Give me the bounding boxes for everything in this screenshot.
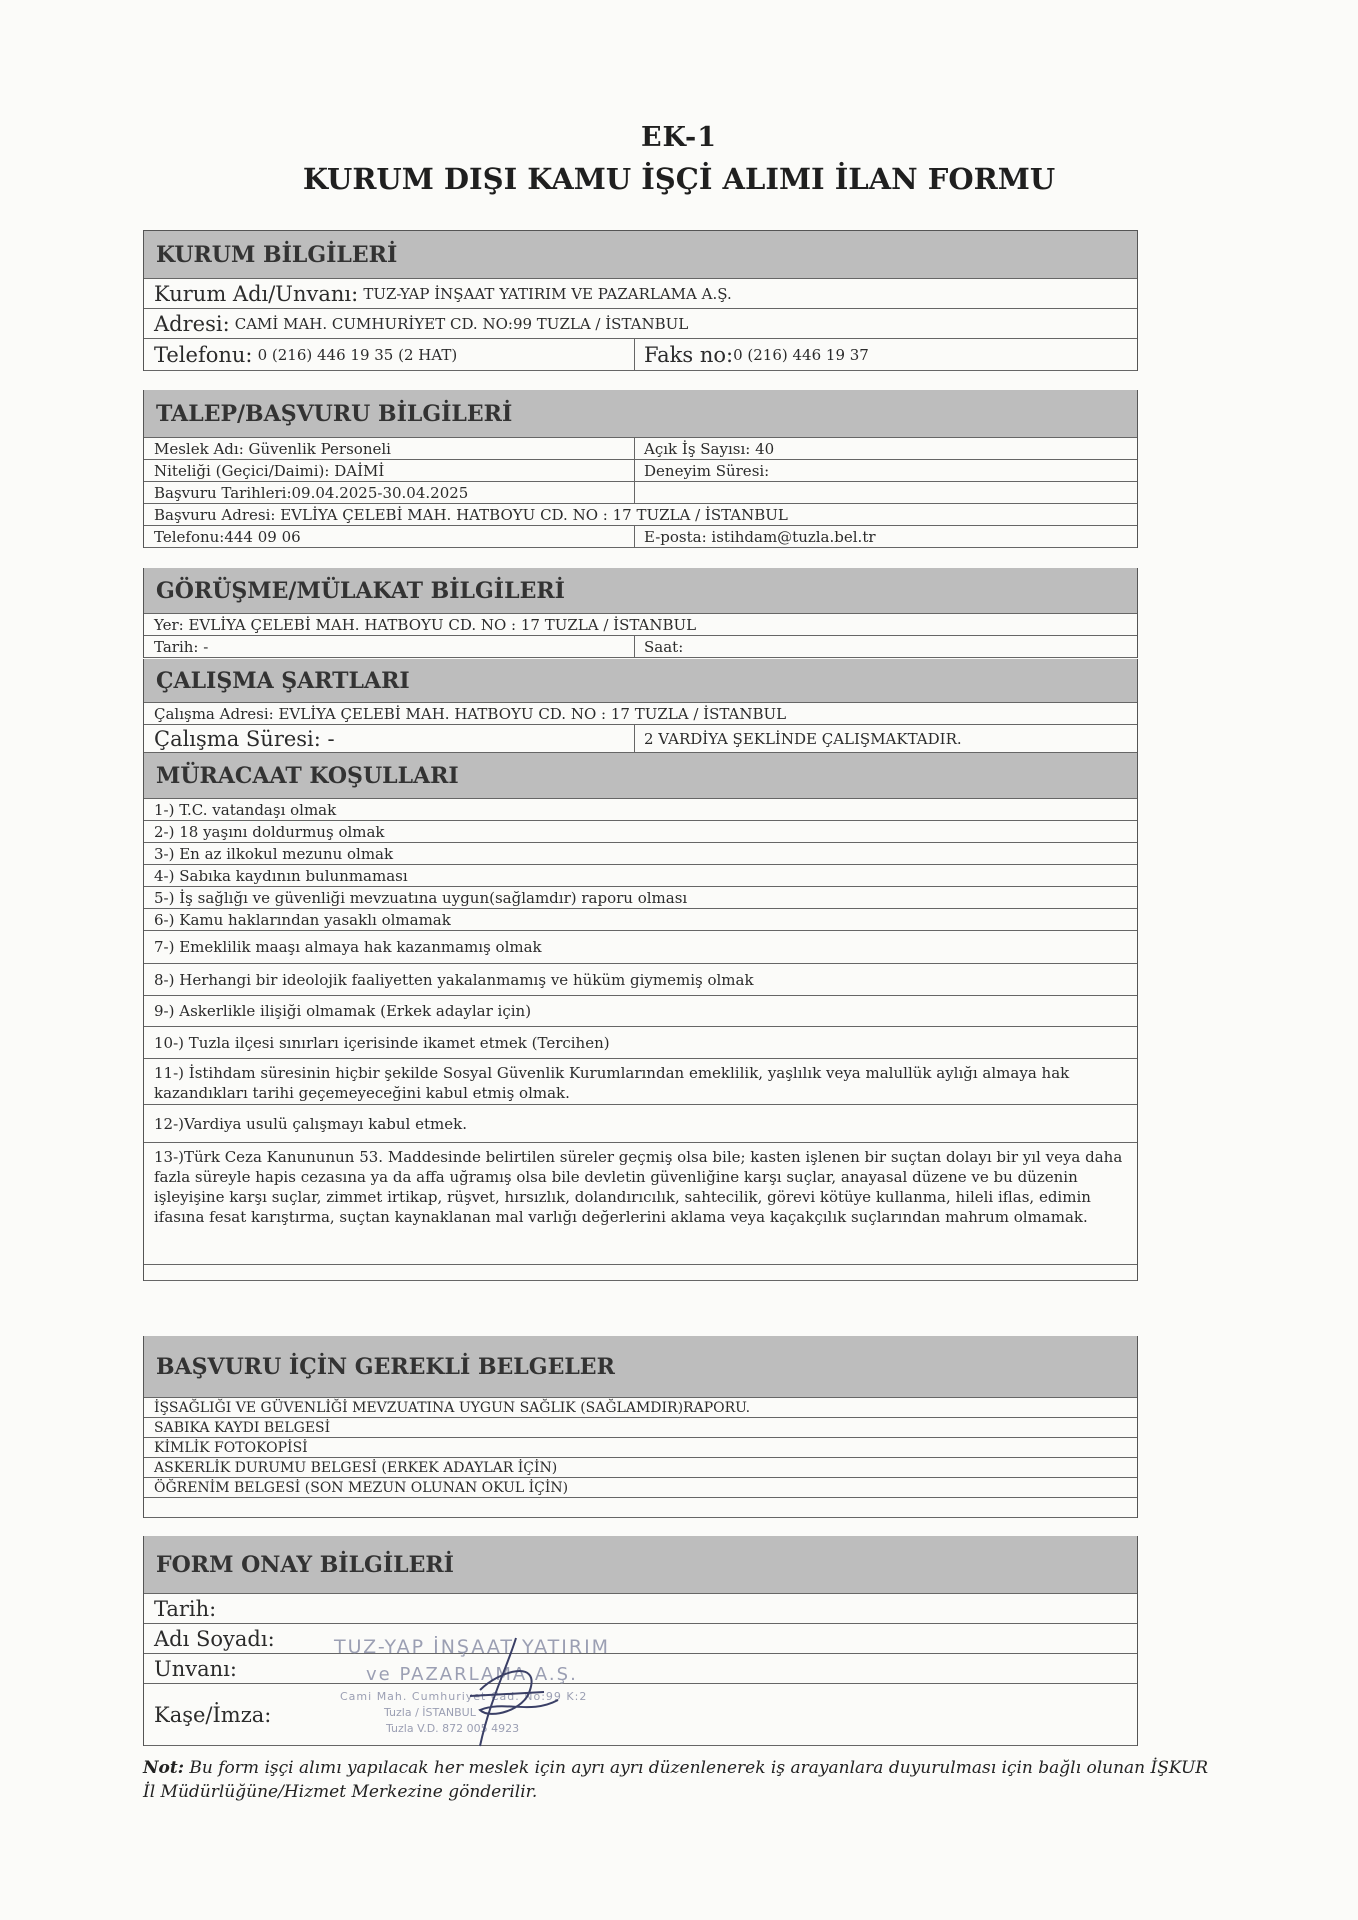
basvuru-eposta: E-posta: istihdam@tuzla.bel.tr [644, 527, 876, 546]
belge-item: ASKERLİK DURUMU BELGESİ (ERKEK ADAYLAR İÇİN) [154, 1459, 558, 1476]
talep-header: TALEP/BAŞVURU BİLGİLERİ [144, 390, 1137, 438]
kosul-item: 4-) Sabıka kaydının bulunmaması [154, 866, 408, 885]
talep-row-4 [144, 504, 1137, 526]
kurum-adres-row [144, 309, 1137, 339]
form-code: EK-1 [640, 122, 718, 153]
kosul-item: 8-) Herhangi bir ideolojik faaliyetten yakalanmamış ve hüküm giymemiş olmak [154, 970, 754, 989]
talep-row-1 [144, 438, 1137, 460]
kurum-telefon-row [144, 339, 1137, 371]
kosul-item: 13-)Türk Ceza Kanununun 53. Maddesinde belirtilen süreler geçmiş olsa bile; kasten işlenen bir suçtan dolayı bir yıl veya daha fazla süreyle hapis cezasına ya da affa uğramış olsa bile devletin güvenliğine karşı suçlar, anayasal düzene ve bu düzenin işleyişine karşı suçlar, zimmet irtikap, rüşvet, hırsızlık, dolandırıcılık, sahtecilik, görevi kötüye kullanma, hileli iflas, edimin ifasına fesat karıştırma, suçtan kaynaklanan mal varlığı değerlerini aklama veya kaçakçılık suçlarından mahrum olmamak. [154, 1148, 1123, 1226]
onay-kase-imza: Kaşe/İmza: [154, 1702, 272, 1727]
meslek-adi: Meslek Adı: Güvenlik Personeli [154, 439, 391, 458]
kurum-telefon: 0 (216) 446 19 35 (2 HAT) [257, 345, 458, 364]
stamp-line: Cami Mah. Cumhuriyet Cad. No:99 K:2 [340, 1690, 588, 1703]
kosul-item: 7-) Emeklilik maaşı almaya hak kazanmamış olmak [154, 938, 542, 956]
kurum-faks-label: Faks no: [644, 342, 734, 367]
kosul-item: 2-) 18 yaşını doldurmuş olmak [154, 822, 385, 841]
belgeler-header: BAŞVURU İÇİN GEREKLİ BELGELER [144, 1336, 1137, 1398]
gorusme-section [143, 568, 1138, 658]
calisma-header: ÇALIŞMA ŞARTLARI [144, 659, 1137, 703]
kurum-faks: 0 (216) 446 19 37 [733, 345, 869, 364]
onay-header: FORM ONAY BİLGİLERİ [144, 1536, 1137, 1594]
kurum-section [143, 230, 1138, 371]
kurum-unvan: TUZ-YAP İNŞAAT YATIRIM VE PAZARLAMA A.Ş. [363, 284, 732, 303]
belge-item: İŞSAĞLIĞI VE GÜVENLİĞİ MEVZUATINA UYGUN SAĞLIK (SAĞLAMDIR)RAPORU. [154, 1399, 751, 1416]
gorusme-tarih: Tarih: - [154, 637, 209, 656]
kosul-item: 11-) İstihdam süresinin hiçbir şekilde Sosyal Güvenlik Kurumlarından emeklilik, yaşlılık veya malullük aylığı almaya hak kazandıkları tarihi geçemeyeceğini kabul etmiş olmak. [154, 1064, 1070, 1102]
stamp-line: Tuzla V.D. 872 005 4923 [386, 1722, 520, 1735]
talep-section [143, 390, 1138, 548]
kosul-item: 12-)Vardiya usulü çalışmayı kabul etmek. [154, 1114, 467, 1133]
deneyim-suresi: Deneyim Süresi: [644, 461, 770, 480]
calisma-suresi: Çalışma Süresi: - [154, 726, 335, 751]
talep-row-3 [144, 482, 1137, 504]
note-label: Not: [143, 1758, 185, 1778]
talep-row-5 [144, 526, 1137, 548]
kosul-item: 10-) Tuzla ilçesi sınırları içerisinde ikamet etmek (Tercihen) [154, 1033, 610, 1052]
kosul-item: 3-) En az ilkokul mezunu olmak [154, 844, 394, 863]
blank-row [144, 1265, 1137, 1281]
kosul-item: 9-) Askerlikle ilişiği olmamak (Erkek adaylar için) [154, 1002, 532, 1020]
basvuru-telefonu: Telefonu:444 09 06 [154, 527, 301, 546]
belgeler-section [143, 1336, 1138, 1518]
onay-tarih: Tarih: [154, 1596, 217, 1621]
form-title: KURUM DIŞI KAMU İŞÇİ ALIMI İLAN FORMU [302, 162, 1056, 196]
kurum-header: KURUM BİLGİLERİ [144, 231, 1137, 279]
kurum-telefon-label: Telefonu: [154, 342, 253, 367]
stamp-line: ve PAZARLAMA A.Ş. [366, 1664, 578, 1685]
stamp-line: Tuzla / İSTANBUL [384, 1706, 476, 1719]
kurum-adres: CAMİ MAH. CUMHURİYET CD. NO:99 TUZLA / İSTANBUL [234, 314, 689, 333]
company-stamp [330, 1630, 630, 1750]
muracaat-section [143, 753, 1138, 1281]
gorusme-row-1 [144, 614, 1137, 636]
blank-row [144, 1498, 1137, 1518]
kosul-item: 5-) İş sağlığı ve güvenliği mevzuatına uygun(sağlamdır) raporu olması [154, 888, 688, 907]
talep-row-2 [144, 460, 1137, 482]
onay-unvan: Unvanı: [154, 1656, 237, 1681]
kosul-item: 6-) Kamu haklarından yasaklı olmamak [154, 910, 451, 929]
gorusme-yer: Yer: EVLİYA ÇELEBİ MAH. HATBOYU CD. NO : 17 TUZLA / İSTANBUL [154, 615, 697, 634]
calisma-section [143, 659, 1138, 753]
belge-item: ÖĞRENİM BELGESİ (SON MEZUN OLUNAN OKUL İÇİN) [154, 1479, 569, 1496]
belge-item: SABIKA KAYDI BELGESİ [154, 1419, 331, 1436]
kurum-unvan-row [144, 279, 1137, 309]
gorusme-saat: Saat: [644, 637, 684, 656]
kosul-item: 1-) T.C. vatandaşı olmak [154, 800, 337, 819]
muracaat-header: MÜRACAAT KOŞULLARI [144, 753, 1137, 799]
signature-icon [330, 1630, 630, 1750]
basvuru-adresi: Başvuru Adresi: EVLİYA ÇELEBİ MAH. HATBOYU CD. NO : 17 TUZLA / İSTANBUL [154, 505, 788, 524]
kurum-unvan-label: Kurum Adı/Unvanı: [154, 281, 359, 306]
gorusme-header: GÖRÜŞME/MÜLAKAT BİLGİLERİ [144, 568, 1137, 614]
vardiya: 2 VARDİYA ŞEKLİNDE ÇALIŞMAKTADIR. [644, 729, 962, 748]
belge-item: KİMLİK FOTOKOPİSİ [154, 1439, 308, 1456]
onay-adsoyad: Adı Soyadı: [154, 1626, 275, 1651]
footer-note [143, 1756, 1213, 1804]
stamp-line: TUZ-YAP İNŞAAT YATIRIM [334, 1636, 611, 1658]
calisma-row-1 [144, 703, 1137, 725]
niteligi: Niteliği (Geçici/Daimi): DAİMİ [154, 461, 385, 480]
basvuru-tarihleri: Başvuru Tarihleri:09.04.2025-30.04.2025 [154, 483, 469, 502]
kurum-adres-label: Adresi: [154, 311, 230, 336]
calisma-adresi: Çalışma Adresi: EVLİYA ÇELEBİ MAH. HATBOYU CD. NO : 17 TUZLA / İSTANBUL [154, 704, 787, 723]
onay-section [143, 1536, 1138, 1746]
note-text: Bu form işçi alımı yapılacak her meslek için ayrı ayrı düzenlenerek iş arayanlara duyurulması için bağlı olunan İŞKUR İl Müdürlüğüne/Hizmet Merkezine gönderilir. [143, 1758, 1209, 1802]
acik-is-sayisi: Açık İş Sayısı: 40 [644, 439, 775, 458]
calisma-row-2 [144, 725, 1137, 753]
gorusme-row-2 [144, 636, 1137, 658]
